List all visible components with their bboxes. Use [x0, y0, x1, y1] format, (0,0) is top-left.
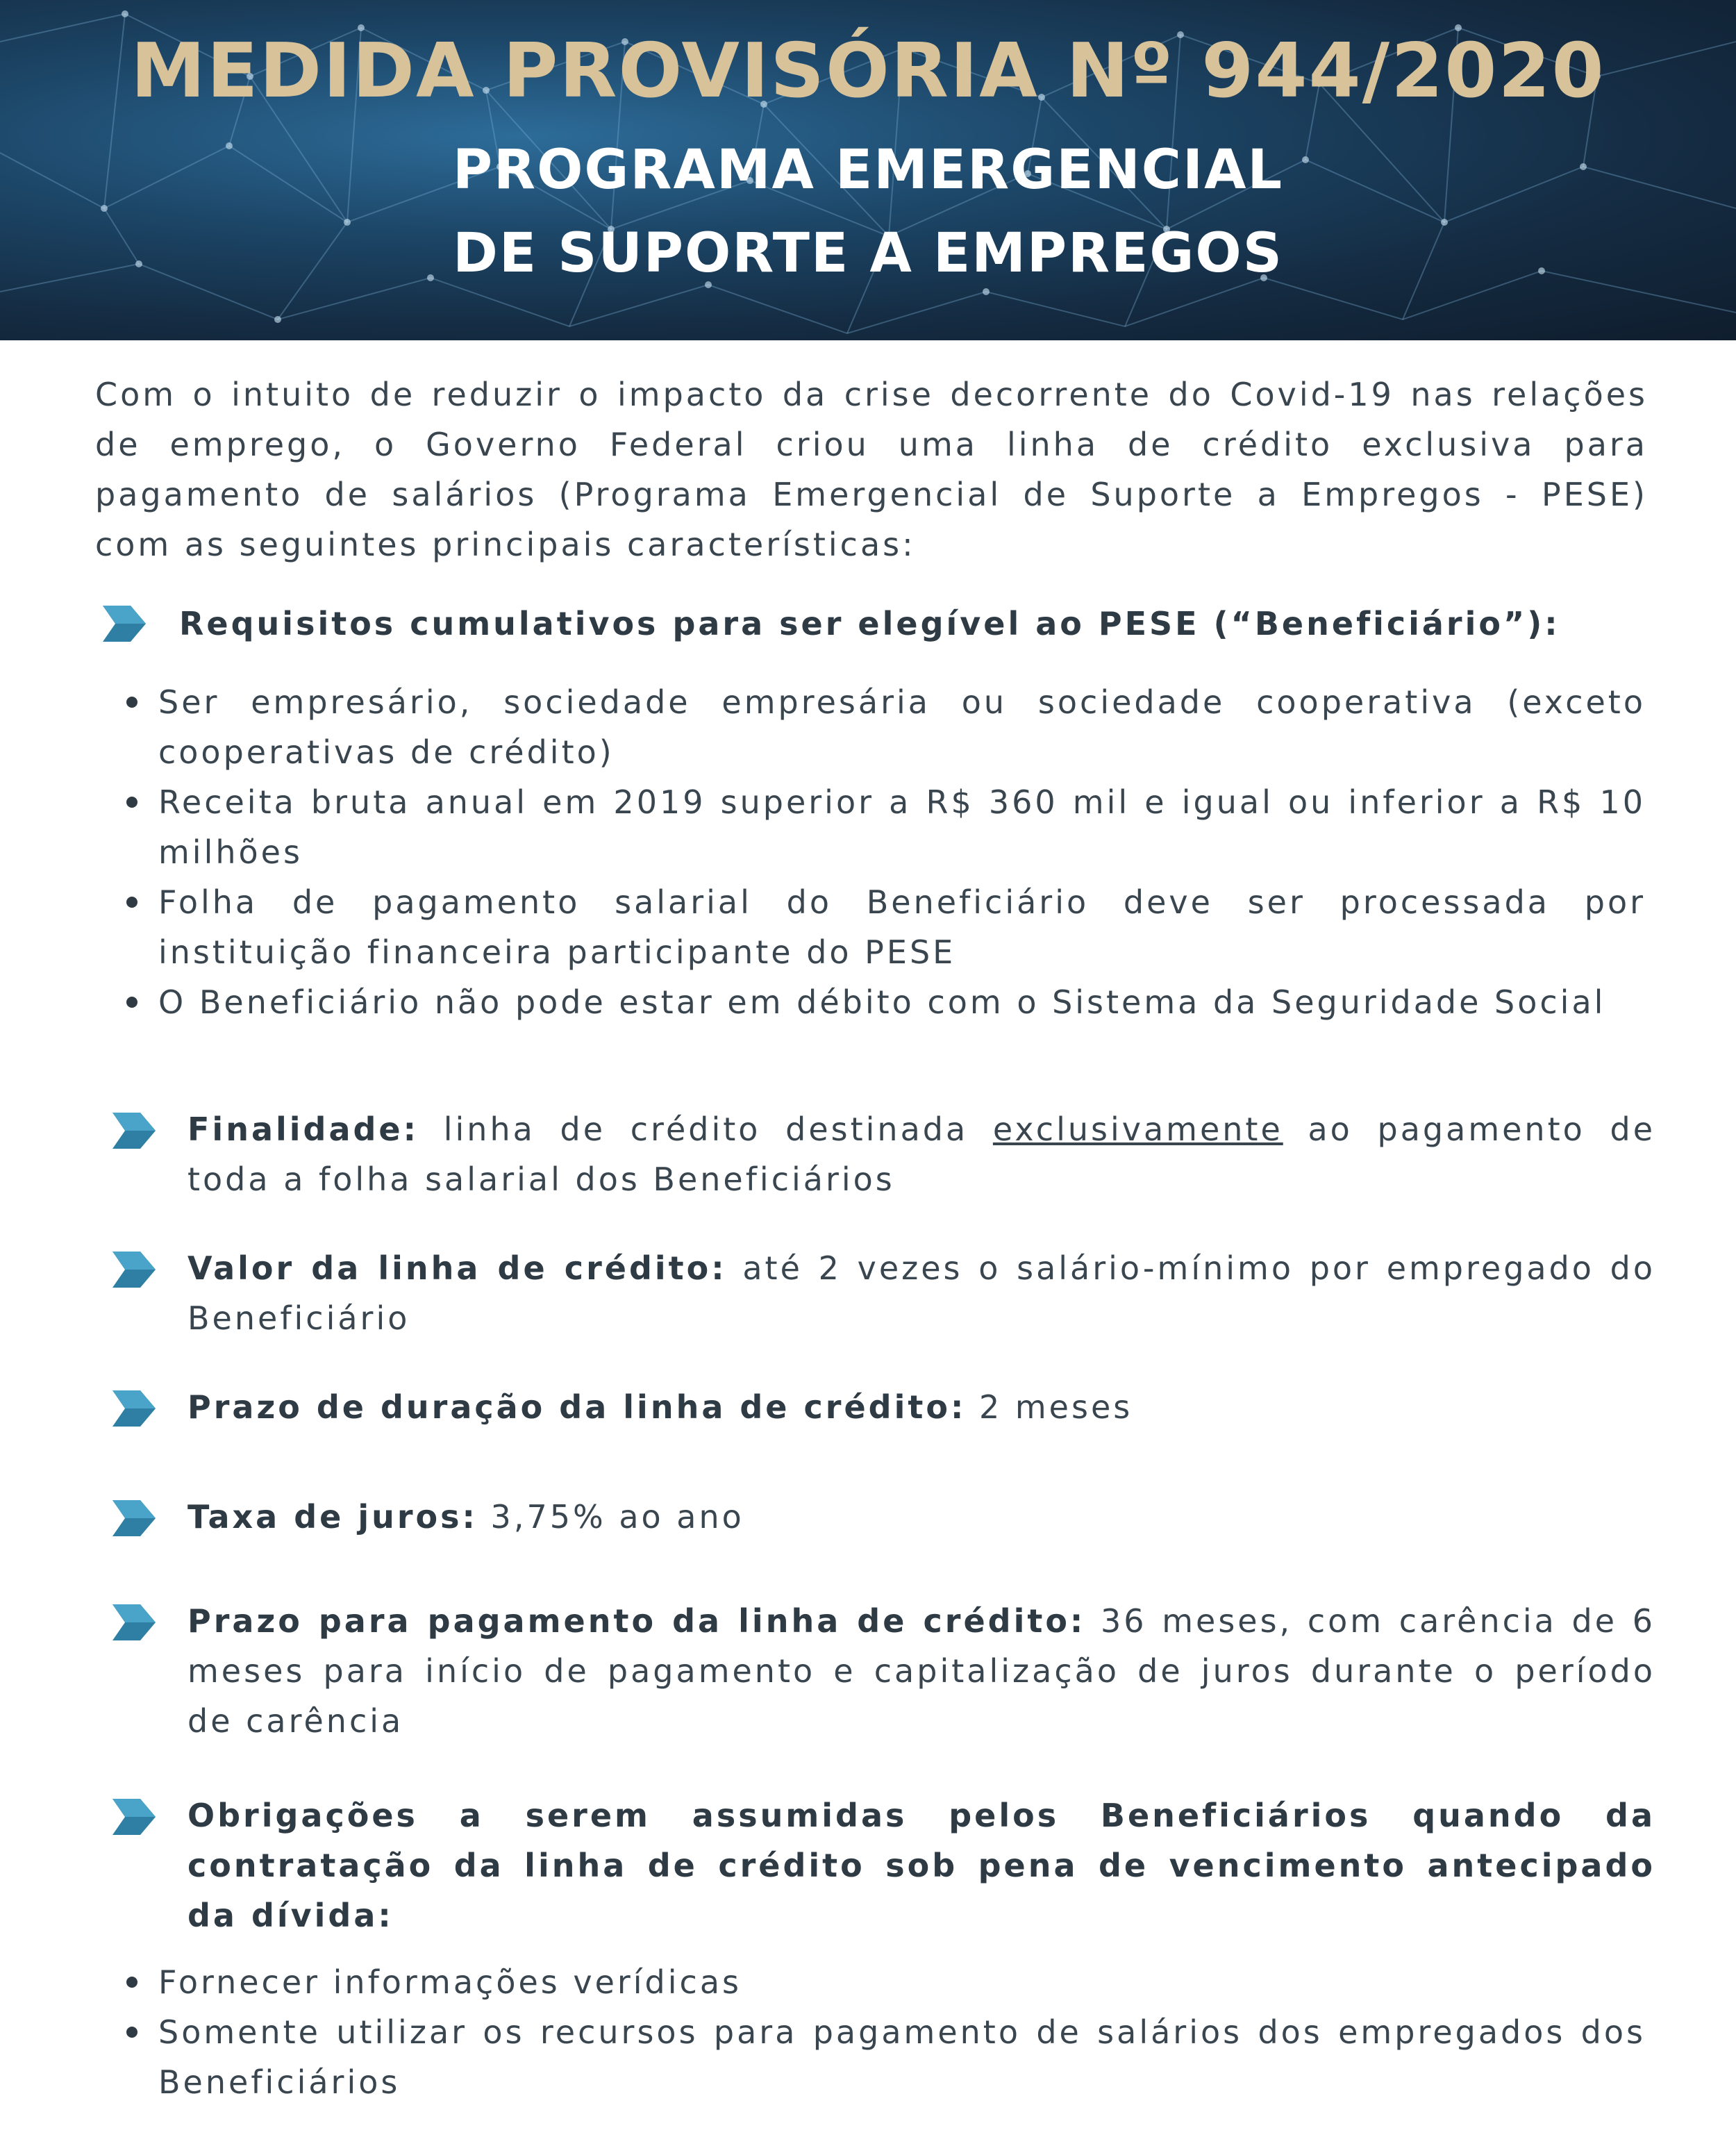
page-subtitle-line2: DE SUPORTE A EMPREGOS: [453, 222, 1283, 285]
page-title: MEDIDA PROVISÓRIA Nº 944/2020: [131, 28, 1605, 115]
chevron-arrow-icon: [103, 606, 146, 642]
list-item: Somente utilizar os recursos para pagamento de salários dos empregados dos Beneficiários: [158, 2007, 1646, 2107]
taxa-juros-item: [187, 1492, 1655, 1542]
taxa-juros-label: Taxa de juros:: [187, 1498, 478, 1536]
list-item: Ser empresário, sociedade empresária ou sociedade cooperativa (exceto cooperativas de crédito): [158, 677, 1646, 777]
chevron-arrow-icon: [112, 1799, 156, 1835]
finalidade-item: [187, 1104, 1655, 1204]
list-item: Folha de pagamento salarial do Beneficiário deve ser processada por instituição financeira participante do PESE: [158, 877, 1646, 977]
finalidade-text-after: ao pagamento de toda a folha salarial dos Beneficiários: [187, 1111, 1655, 1198]
header-banner: [0, 0, 1736, 340]
valor-item: [187, 1243, 1655, 1343]
finalidade-label: Finalidade:: [187, 1111, 419, 1148]
prazo-duracao-text: 2 meses: [966, 1388, 1133, 1426]
chevron-arrow-icon: [112, 1252, 156, 1288]
prazo-pagamento-text: 36 meses, com carência de 6 meses para início de pagamento e capitalização de juros durante o período de carência: [187, 1602, 1655, 1740]
obrigacoes-list: [158, 1957, 1646, 2107]
taxa-juros-text: 3,75% ao ano: [477, 1498, 744, 1536]
valor-label: Valor da linha de crédito:: [187, 1249, 727, 1287]
finalidade-underlined: exclusivamente: [992, 1111, 1283, 1148]
requisitos-list: [158, 677, 1646, 1027]
prazo-pagamento-item: [187, 1596, 1655, 1746]
chevron-arrow-icon: [112, 1604, 156, 1640]
chevron-arrow-icon: [112, 1390, 156, 1427]
obrigacoes-heading: Obrigações a serem assumidas pelos Beneficiários quando da contratação da linha de crédito sob pena de vencimento antecipado da dívida:: [187, 1797, 1655, 1934]
prazo-pagamento-label: Prazo para pagamento da linha de crédito:: [187, 1602, 1086, 1640]
requisitos-heading: Requisitos cumulativos para ser elegível ao PESE (“Beneficiário”):: [179, 605, 1560, 642]
chevron-arrow-icon: [112, 1500, 156, 1536]
finalidade-text-before: linha de crédito destinada: [419, 1111, 993, 1148]
list-item: O Beneficiário não pode estar em débito com o Sistema da Seguridade Social: [158, 977, 1646, 1027]
page-subtitle-line1: PROGRAMA EMERGENCIAL: [452, 139, 1284, 201]
list-item: Fornecer informações verídicas: [158, 1957, 1646, 2007]
intro-paragraph: Com o intuito de reduzir o impacto da crise decorrente do Covid-19 nas relações de emprego, o Governo Federal criou uma linha de crédito exclusiva para pagamento de salários (Programa Emergencial de Suporte a Empregos - PESE) com as seguintes principais características:: [95, 376, 1648, 563]
chevron-arrow-icon: [112, 1113, 156, 1149]
prazo-duracao-label: Prazo de duração da linha de crédito:: [187, 1388, 967, 1426]
prazo-duracao-item: [187, 1382, 1655, 1432]
list-item: Receita bruta anual em 2019 superior a R$ 360 mil e igual ou inferior a R$ 10 milhões: [158, 777, 1646, 877]
valor-text: até 2 vezes o salário-mínimo por empregado do Beneficiário: [187, 1249, 1655, 1337]
